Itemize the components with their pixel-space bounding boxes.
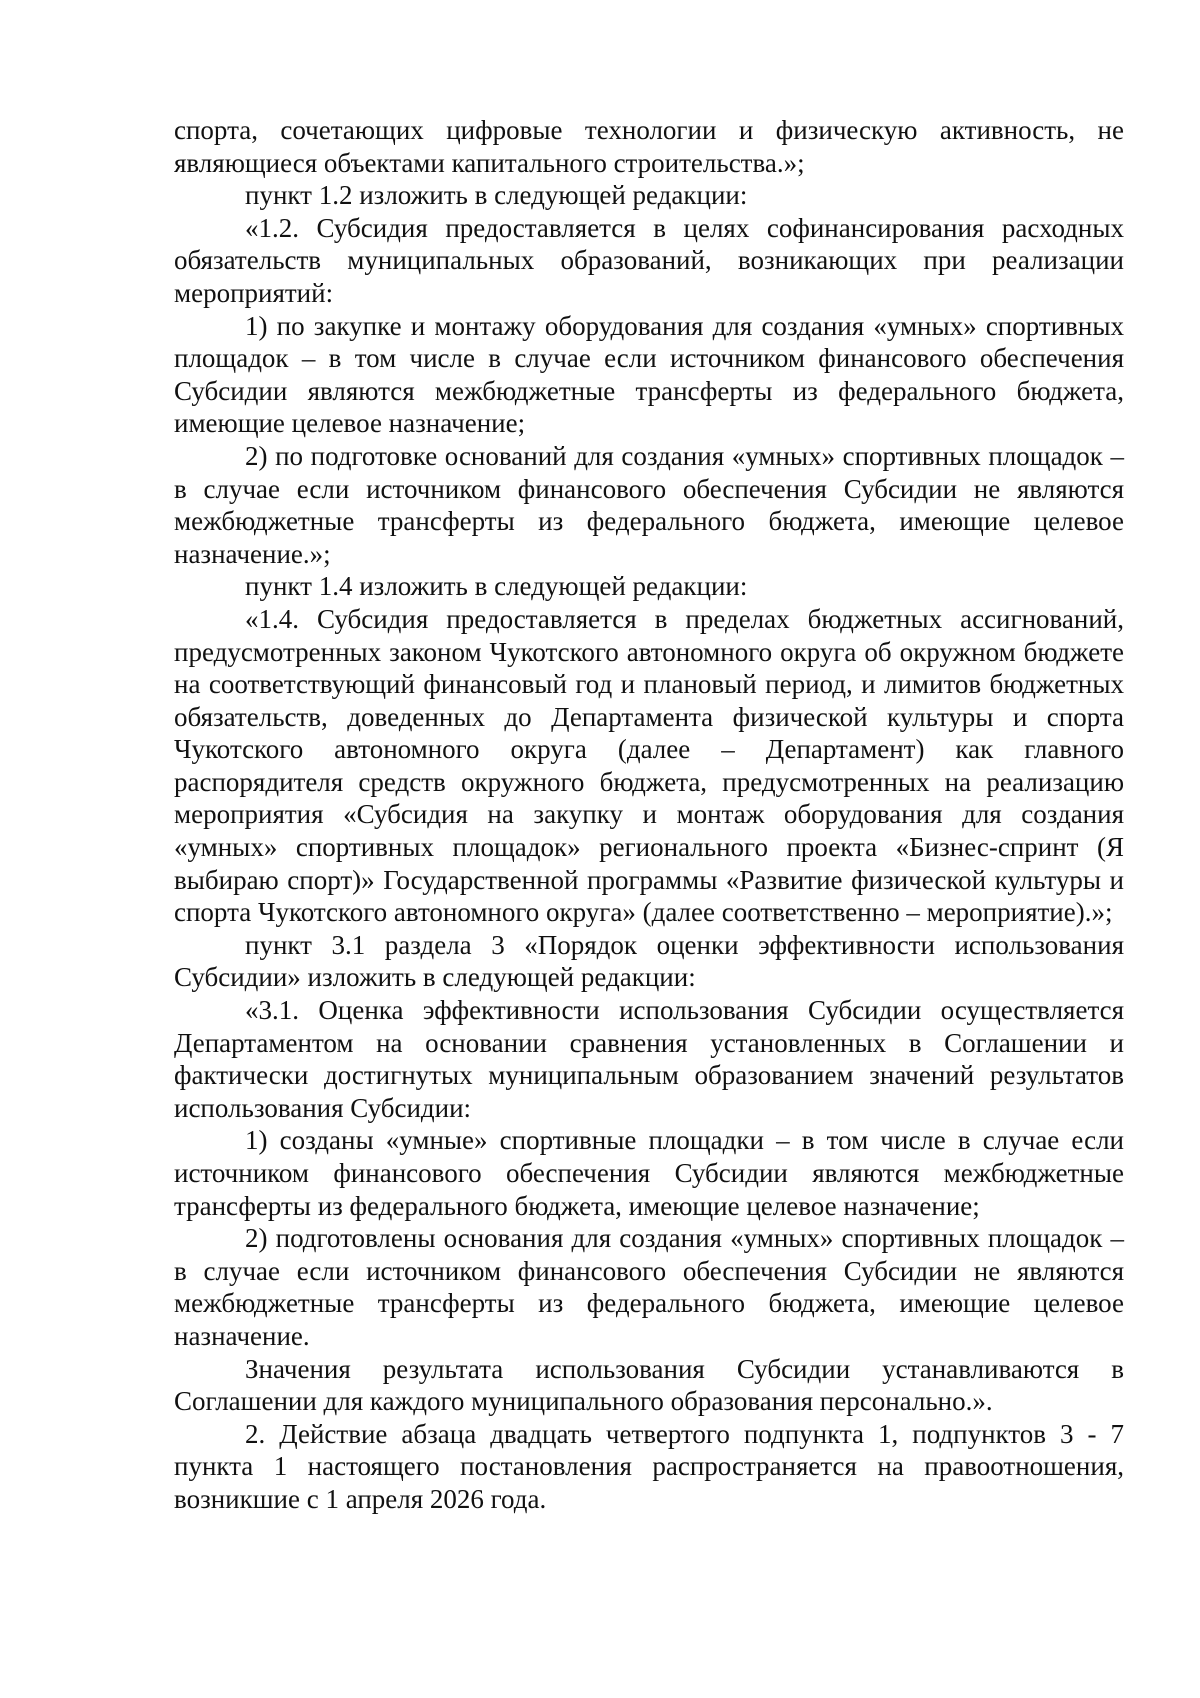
paragraph-clause-1-2: «1.2. Субсидия предоставляется в целях софинансирования расходных обязательств муниципальных образований, возникающих при реализации мероприятий: xyxy=(174,212,1124,308)
paragraph-clause-1-2-intro: пункт 1.2 изложить в следующей редакции: xyxy=(245,180,748,211)
paragraph-clause-3-1-item-2: 2) подготовлены основания для создания «умных» спортивных площадок – в случае если источником финансового обеспечения Субсидии не являются межбюджетные трансферты из федерального бюджета, имеющие целевое назначение. xyxy=(174,1223,1124,1351)
paragraph-clause-1-4: «1.4. Субсидия предоставляется в пределах бюджетных ассигнований, предусмотренных законом Чукотского автономного округа об окружном бюджете на соответствующий финансовый год и плановый период, и лимитов бюджетных обязательств, доведенных до Департамента физической культуры и спорта Чукотского автономного округа (далее – Департамент) как главного распорядителя средств окружного бюджета, предусмотренных на реализацию мероприятия «Субсидия на закупку и монтаж оборудования для создания «умных» спортивных площадок» регионального проекта «Бизнес-спринт (Я выбираю спорт)» Государственной программы «Развитие физической культуры и спорта Чукотского автономного округа» (далее соответственно – мероприятие).»; xyxy=(174,603,1124,928)
paragraph-clause-3-1: «3.1. Оценка эффективности использования Субсидии осуществляется Департаментом на основании сравнения установленных в Соглашении и фактически достигнутых муниципальным образованием значений результатов использования Субсидии: xyxy=(174,995,1124,1123)
document-page xyxy=(174,114,1124,1516)
paragraph-continuation: спорта, сочетающих цифровые технологии и физическую активность, не являющиеся объектами капитального строительства.»; xyxy=(174,115,1124,178)
paragraph-clause-3-1-item-1: 1) созданы «умные» спортивные площадки – в том числе в случае если источником финансового обеспечения Субсидии являются межбюджетные трансферты из федерального бюджета, имеющие целевое назначение; xyxy=(174,1125,1124,1221)
paragraph-clause-1-2-item-2: 2) по подготовке оснований для создания «умных» спортивных площадок – в случае если источником финансового обеспечения Субсидии не являются межбюджетные трансферты из федерального бюджета, имеющие целевое назначение.»; xyxy=(174,440,1124,569)
paragraph-clause-1-2-item-1: 1) по закупке и монтажу оборудования для создания «умных» спортивных площадок – в том числе в случае если источником финансового обеспечения Субсидии являются межбюджетные трансферты из федерального бюджета, имеющие целевое назначение; xyxy=(174,310,1124,439)
paragraph-clause-3-1-intro: пункт 3.1 раздела 3 «Порядок оценки эффективности использования Субсидии» изложить в следующей редакции: xyxy=(174,929,1124,993)
paragraph-clause-1-4-intro: пункт 1.4 изложить в следующей редакции: xyxy=(245,571,748,602)
paragraph-section-2: 2. Действие абзаца двадцать четвертого подпункта 1, подпунктов 3 - 7 пункта 1 настоящего постановления распространяется на правоотношения, возникшие с 1 апреля 2026 года. xyxy=(174,1418,1124,1514)
paragraph-result-values: Значения результата использования Субсидии устанавливаются в Соглашении для каждого муниципального образования персонально.». xyxy=(174,1353,1124,1417)
